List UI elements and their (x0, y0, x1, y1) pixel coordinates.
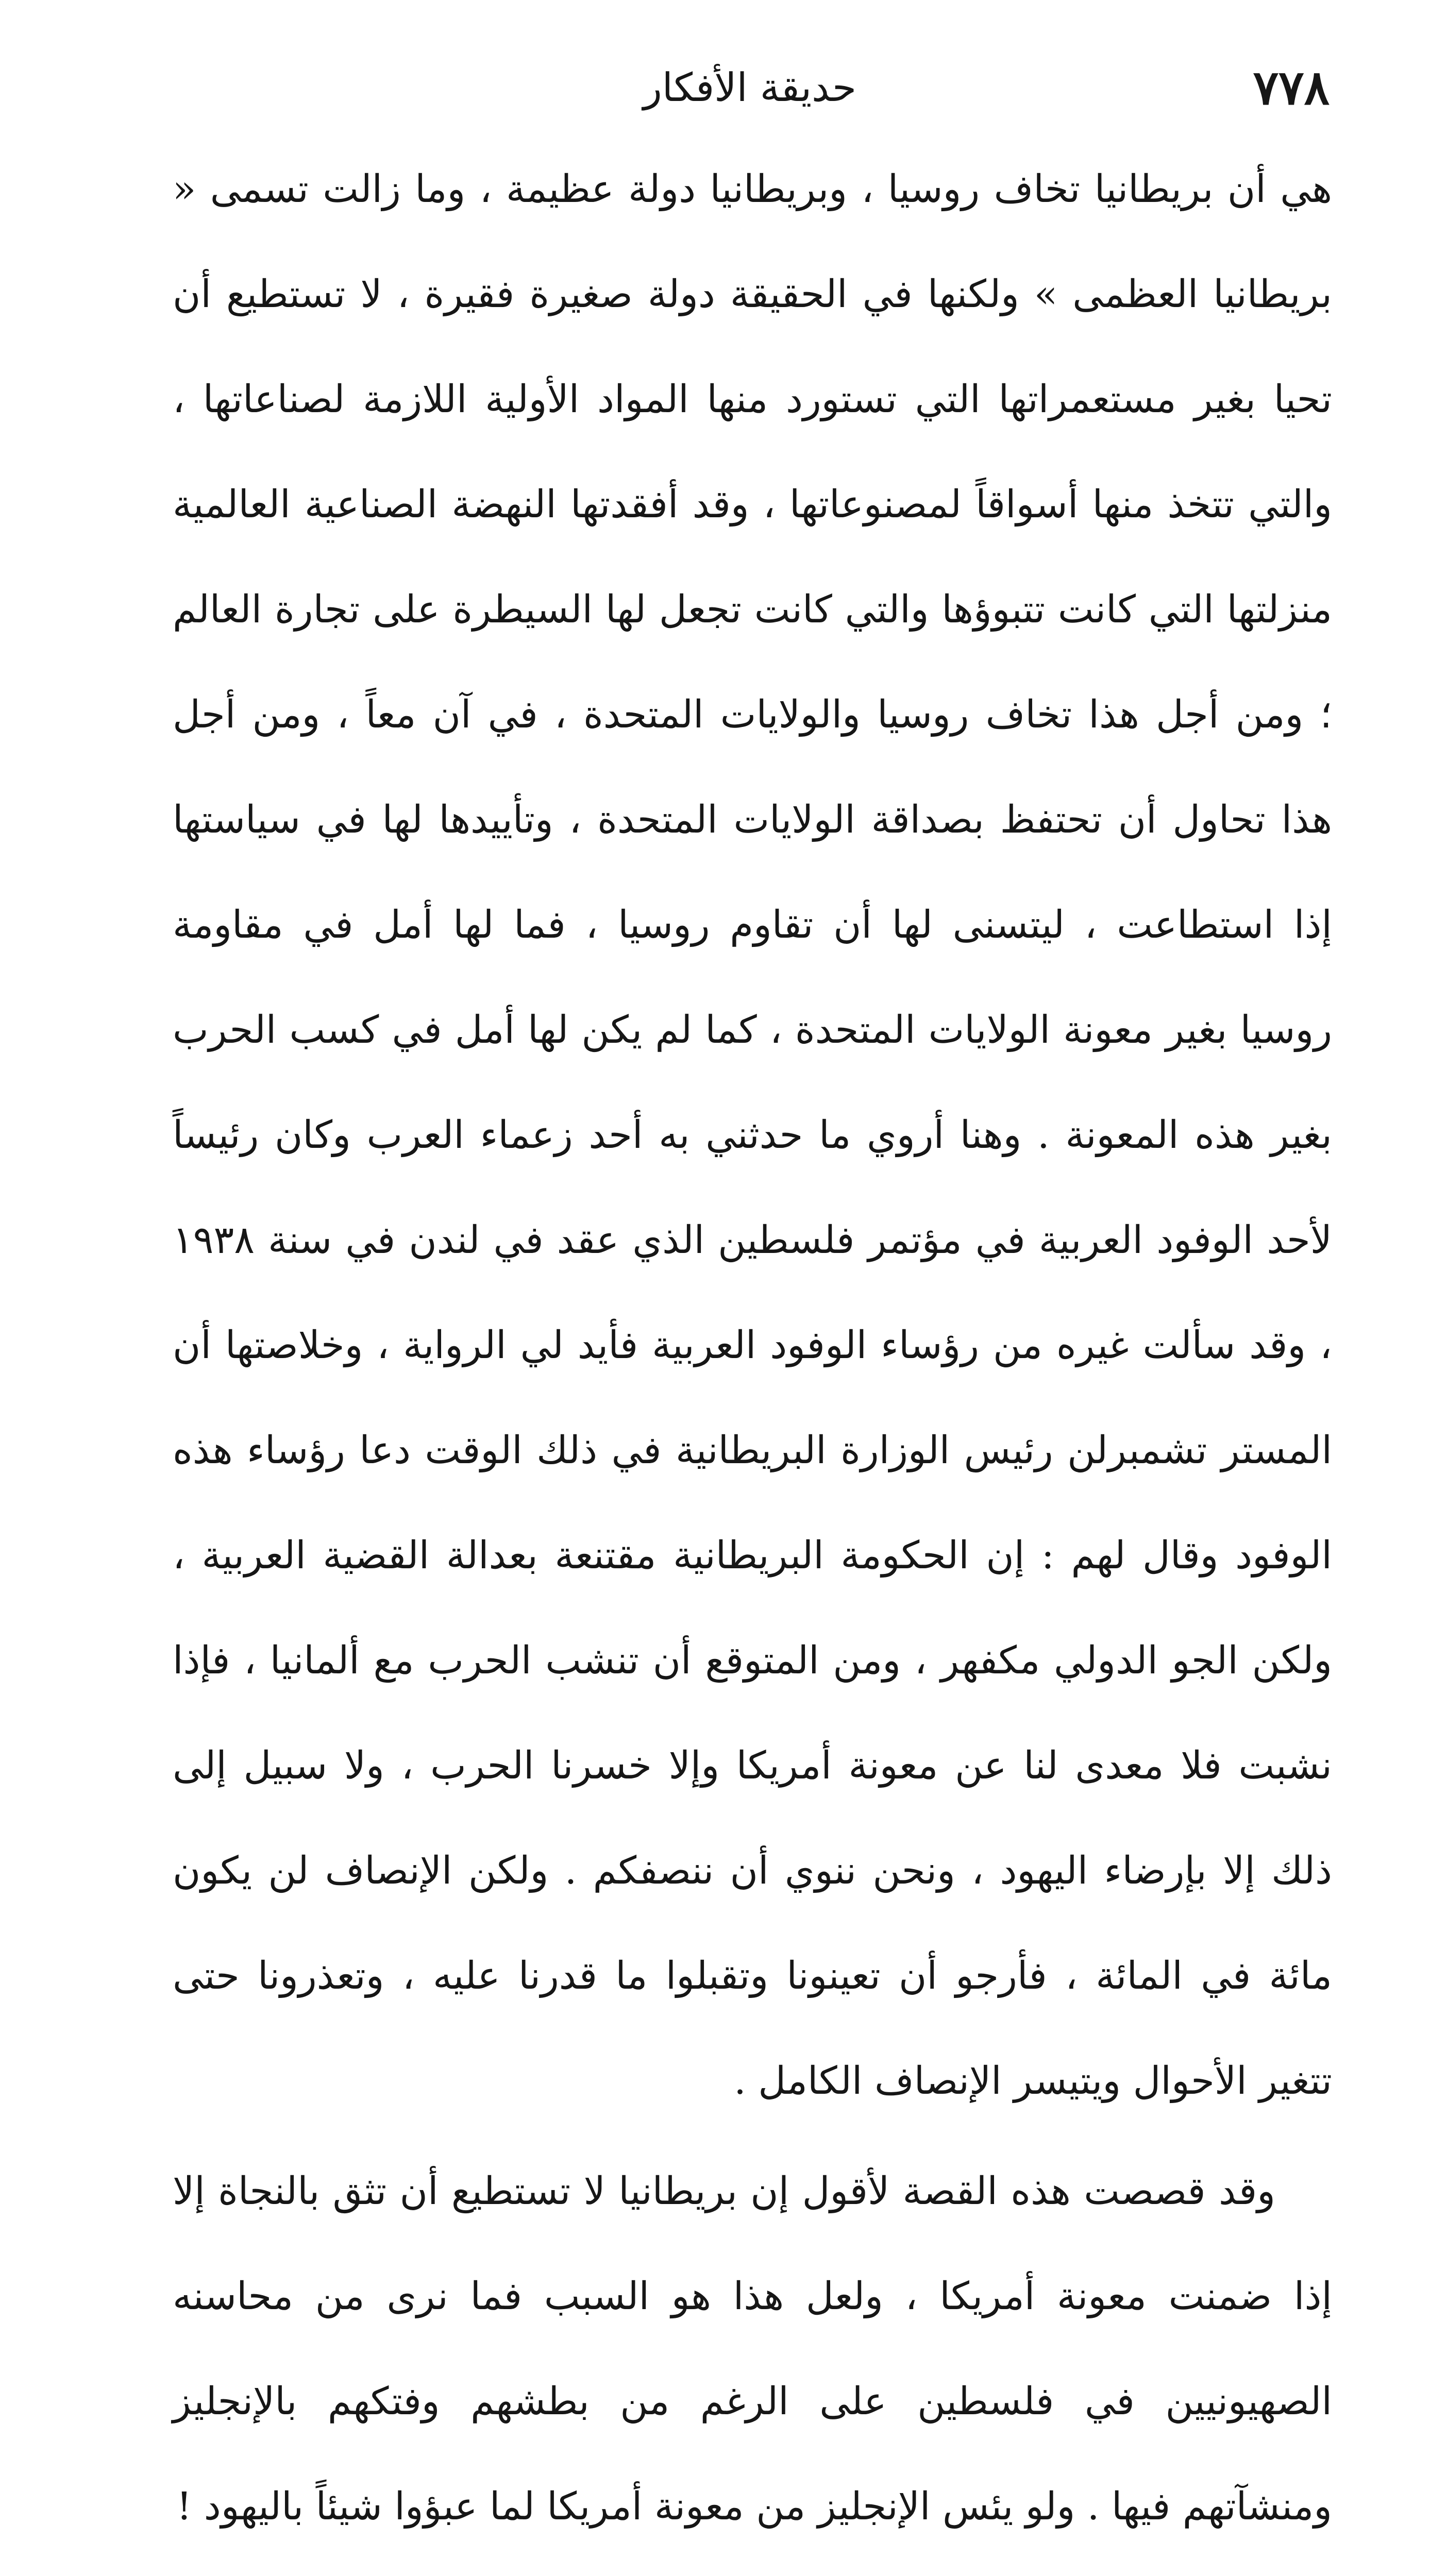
page-number: ٧٧٨ (1253, 60, 1330, 115)
running-title: حديقة الأفكار (643, 64, 856, 110)
paragraph-1: هي أن بريطانيا تخاف روسيا ، وبريطانيا دولة عظيمة ، وما زالت تسمى « بريطانيا العظمى » ولكنها في الحقيقة دولة صغيرة فقيرة ، لا تستطيع أن تحيا بغير مستعمراتها التي تستورد منها المواد الأولية اللازمة لصناعاتها ، والتي تتخذ منها أسواقاً لمصنوعاتها ، وقد أفقدتها النهضة الصناعية العالمية منزلتها التي كانت تتبوؤها والتي كانت تجعل لها السيطرة على تجارة العالم ؛ ومن أجل هذا تخاف روسيا والولايات المتحدة ، في آن معاً ، ومن أجل هذا تحاول أن تحتفظ بصداقة الولايات المتحدة ، وتأييدها لها في سياستها إذا استطاعت ، ليتسنى لها أن تقاوم روسيا ، فما لها أمل في مقاومة روسيا بغير معونة الولايات المتحدة ، كما لم يكن لها أمل في كسب الحرب بغير هذه المعونة . وهنا أروي ما حدثني به أحد زعماء العرب وكان رئيساً لأحد الوفود العربية في مؤتمر فلسطين الذي عقد في لندن في سنة ١٩٣٨ ، وقد سألت غيره من رؤساء الوفود العربية فأيد لي الرواية ، وخلاصتها أن المستر تشمبرلن رئيس الوزارة البريطانية في ذلك الوقت دعا رؤساء هذه الوفود وقال لهم : إن الحكومة البريطانية مقتنعة بعدالة القضية العربية ، ولكن الجو الدولي مكفهر ، ومن المتوقع أن تنشب الحرب مع ألمانيا ، فإذا نشبت فلا معدى لنا عن معونة أمريكا وإلا خسرنا الحرب ، ولا سبيل إلى ذلك إلا بإرضاء اليهود ، ونحن ننوي أن ننصفكم . ولكن الإنصاف لن يكون مائة في المائة ، فأرجو أن تعينونا وتقبلوا ما قدرنا عليه ، وتعذرونا حتى تتغير الأحوال ويتيسر الإنصاف الكامل . (173, 167, 1332, 2103)
paragraph-2: وقد قصصت هذه القصة لأقول إن بريطانيا لا تستطيع أن تثق بالنجاة إلا إذا ضمنت معونة أمريكا ، ولعل هذا هو السبب فما نرى من محاسنه الصهيونيين في فلسطين على الرغم من بطشهم وفتكهم بالإنجليز ومنشآتهم فيها . ولو يئس الإنجليز من معونة أمريكا لما عبؤوا شيئاً باليهود ! (173, 2169, 1332, 2529)
body-text (173, 137, 1332, 2576)
page-header (170, 49, 1330, 126)
paragraph-3 (173, 2564, 1332, 2576)
